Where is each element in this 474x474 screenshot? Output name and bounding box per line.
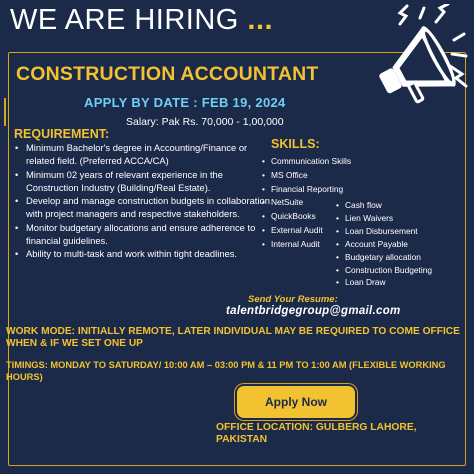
apply-now-button[interactable]: Apply Now xyxy=(237,386,355,418)
list-item: • Communication Skills xyxy=(262,155,351,169)
requirement-list xyxy=(14,141,276,261)
list-item: • MS Office xyxy=(262,169,351,183)
list-item: • Minimum 02 years of relevant experience in the Construction Industry (Building/Real Estate). xyxy=(14,168,276,195)
skills-list-right xyxy=(336,199,432,289)
list-item: • NetSuite xyxy=(262,196,351,210)
list-item: • Ability to multi-task and work within tight deadlines. xyxy=(14,247,276,260)
list-item: • Account Payable xyxy=(336,238,432,251)
timings: TIMINGS: MONDAY TO SATURDAY/ 10:00 AM – 03:00 PM & 11 PM TO 1:00 AM (FLEXIBLE WORKING HOURS) xyxy=(6,360,446,382)
list-item: • Cash flow xyxy=(336,199,432,212)
resume-email[interactable]: talentbridgegroup@gmail.com xyxy=(226,305,401,317)
headline xyxy=(10,4,273,37)
job-title: CONSTRUCTION ACCOUNTANT xyxy=(16,63,319,85)
list-item: • Budgetary allocation xyxy=(336,251,432,264)
requirement-heading: REQUIREMENT: xyxy=(14,127,110,141)
list-item: • Internal Audit xyxy=(262,238,351,252)
apply-by-date: APPLY BY DATE : FEB 19, 2024 xyxy=(84,95,286,110)
headline-dots: ... xyxy=(247,4,274,36)
skills-heading: SKILLS: xyxy=(271,137,320,151)
list-item: • Financial Reporting xyxy=(262,183,351,197)
headline-text: WE ARE HIRING xyxy=(10,4,239,36)
megaphone-icon xyxy=(370,4,470,116)
office-location: OFFICE LOCATION: GULBERG LAHORE, PAKISTAN xyxy=(216,422,417,445)
list-item: • Minimum Bachelor's degree in Accounting/Finance or related field. (Preferred ACCA/CA) xyxy=(14,141,276,168)
work-mode: WORK MODE: INITIALLY REMOTE, LATER INDIVIDUAL MAY BE REQUIRED TO COME OFFICE WHEN & IF WE SET ONE UP xyxy=(6,326,460,349)
list-item: • Monitor budgetary allocations and ensure adherence to financial guidelines. xyxy=(14,221,276,248)
decorative-line-left xyxy=(4,98,6,126)
list-item: • QuickBooks xyxy=(262,210,351,224)
resume-label: Send Your Resume: xyxy=(248,294,338,305)
salary: Salary: Pak Rs. 70,000 - 1,00,000 xyxy=(126,116,284,128)
list-item: • Construction Budgeting xyxy=(336,264,432,277)
list-item: • Loan Draw xyxy=(336,276,432,289)
list-item: • Develop and manage construction budgets in collaboration with project managers and respective stakeholders. xyxy=(14,194,276,221)
list-item: • Loan Disbursement xyxy=(336,225,432,238)
list-item: • External Audit xyxy=(262,224,351,238)
list-item: • Lien Waivers xyxy=(336,212,432,225)
